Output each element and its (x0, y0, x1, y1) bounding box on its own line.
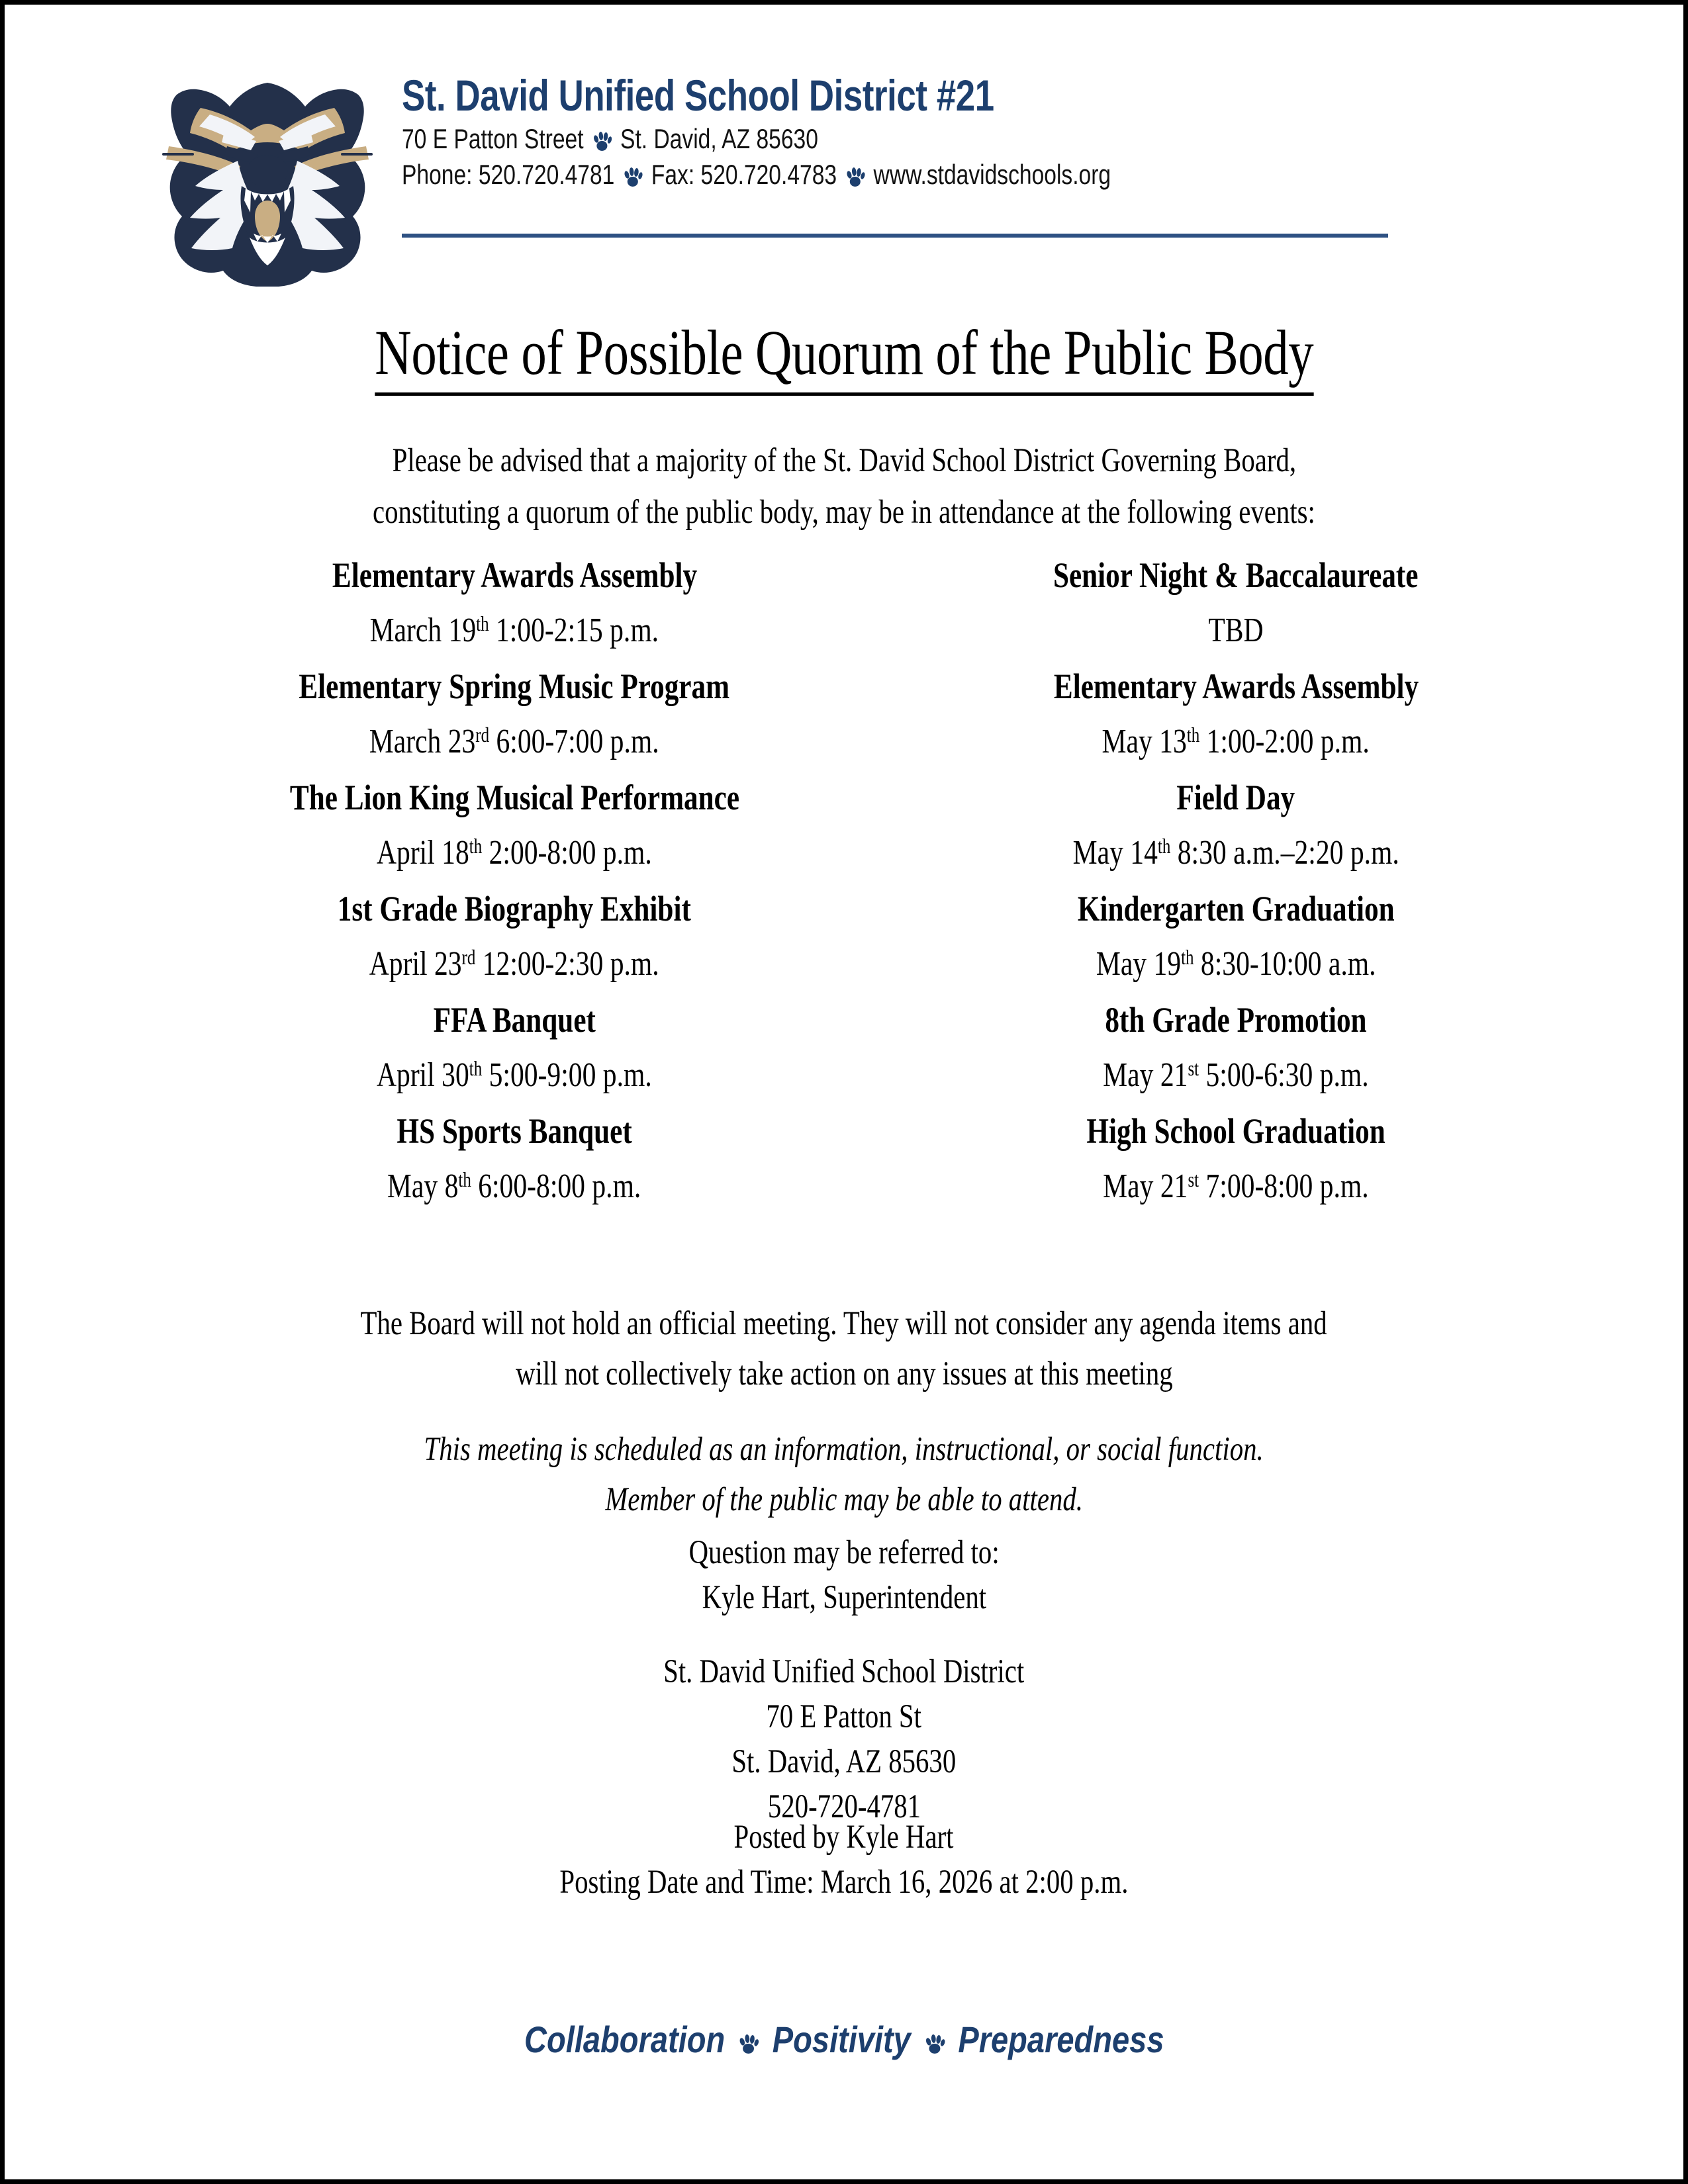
event-name: FFA Banquet (433, 1000, 596, 1040)
city-state-zip: St. David, AZ 85630 (620, 123, 818, 154)
letterhead-text (402, 69, 1454, 193)
intro-paragraph (5, 435, 1683, 538)
letterhead-address-line (402, 121, 1244, 157)
page-title (5, 316, 1683, 396)
event-name: HS Sports Banquet (397, 1111, 632, 1151)
letterhead (5, 69, 1683, 268)
meeting-type-line-1: This meeting is scheduled as an information, instructional, or social function. (424, 1431, 1264, 1468)
event-name: Elementary Awards Assembly (1053, 666, 1419, 706)
events-row (5, 881, 1683, 992)
contact-block (5, 1530, 1683, 1620)
contact-label: Question may be referred to: (688, 1534, 1000, 1571)
meeting-type-paragraph (5, 1424, 1683, 1525)
event-datetime: March 19th 1:00-2:15 p.m. (369, 612, 659, 649)
address-city-state-zip: St. David, AZ 85630 (731, 1743, 957, 1780)
event-name: Elementary Awards Assembly (332, 555, 697, 595)
events-row (5, 547, 1683, 659)
events-row (5, 992, 1683, 1103)
paw-print-icon (624, 167, 642, 187)
event-name: 1st Grade Biography Exhibit (337, 889, 692, 929)
district-motto (5, 2017, 1683, 2063)
event-datetime: March 23rd 6:00-7:00 p.m. (369, 723, 659, 760)
posting-datetime: Posting Date and Time: March 16, 2026 at 2:00 p.m. (559, 1864, 1129, 1901)
address-district: St. David Unified School District (663, 1653, 1025, 1690)
disclaimer-paragraph (5, 1298, 1683, 1399)
paw-print-icon (593, 131, 611, 151)
event-item (862, 770, 1610, 881)
disclaimer-line-2: will not collectively take action on any issues at this meeting (515, 1355, 1173, 1392)
letterhead-divider-rule (402, 234, 1388, 238)
disclaimer-line-1: The Board will not hold an official meeting. They will not consider any agenda items and (360, 1305, 1328, 1342)
event-name: Senior Night & Baccalaureate (1053, 555, 1419, 595)
event-item (862, 1103, 1610, 1214)
district-name: St. David Unified School District #21 (402, 71, 994, 120)
address-phone: 520-720-4781 (767, 1788, 921, 1825)
event-item (862, 881, 1610, 992)
event-datetime: May 13th 1:00-2:00 p.m. (1102, 723, 1370, 760)
letterhead-contact-line (402, 157, 1244, 193)
intro-line-1: Please be advised that a majority of the St. David School District Governing Board, (392, 442, 1296, 479)
events-list (5, 547, 1683, 1214)
paw-print-icon (739, 2034, 758, 2054)
event-name: Elementary Spring Music Program (299, 666, 730, 706)
events-row (5, 770, 1683, 881)
website-url[interactable]: www.stdavidschools.org (873, 159, 1111, 190)
tiger-head-mascot-logo-icon (158, 77, 377, 289)
motto-word-2: Positivity (772, 2019, 911, 2060)
event-item (167, 547, 862, 659)
event-item (167, 992, 862, 1103)
address-street: 70 E Patton St (766, 1698, 922, 1735)
address-block (5, 1649, 1683, 1829)
event-name: High School Graduation (1086, 1111, 1385, 1151)
page-sheet (5, 5, 1683, 2179)
event-item (167, 881, 862, 992)
event-item (167, 770, 862, 881)
event-datetime: May 21st 7:00-8:00 p.m. (1103, 1167, 1369, 1205)
event-name: Kindergarten Graduation (1077, 889, 1395, 929)
page-title-text: Notice of Possible Quorum of the Public Body (375, 316, 1313, 396)
event-datetime: May 8th 6:00-8:00 p.m. (387, 1167, 641, 1205)
event-name: The Lion King Musical Performance (289, 778, 739, 817)
posted-by: Posted by Kyle Hart (733, 1819, 955, 1856)
street-address: 70 E Patton Street (402, 123, 584, 154)
event-datetime: TBD (1208, 612, 1264, 649)
motto-text (524, 2017, 1164, 2063)
events-row (5, 1103, 1683, 1214)
event-name: Field Day (1176, 778, 1295, 817)
event-datetime: April 18th 2:00-8:00 p.m. (377, 834, 652, 872)
phone-number: Phone: 520.720.4781 (402, 159, 615, 190)
paw-print-icon (846, 167, 864, 187)
event-datetime: April 30th 5:00-9:00 p.m. (377, 1056, 652, 1094)
paw-print-icon (925, 2034, 944, 2054)
intro-line-2: constituting a quorum of the public body, may be in attendance at the following events: (373, 494, 1315, 531)
motto-word-1: Collaboration (524, 2019, 725, 2060)
event-item (862, 659, 1610, 770)
events-row (5, 659, 1683, 770)
event-datetime: May 21st 5:00-6:30 p.m. (1103, 1056, 1369, 1094)
event-datetime: April 23rd 12:00-2:30 p.m. (369, 945, 659, 983)
event-name: 8th Grade Promotion (1105, 1000, 1367, 1040)
event-datetime: May 14th 8:30 a.m.–2:20 p.m. (1072, 834, 1399, 872)
event-item (167, 659, 862, 770)
motto-word-3: Preparedness (958, 2019, 1164, 2060)
event-item (862, 547, 1610, 659)
event-item (167, 1103, 862, 1214)
contact-person: Kyle Hart, Superintendent (702, 1579, 986, 1616)
meeting-type-line-2: Member of the public may be able to attend. (605, 1481, 1083, 1518)
posting-block (5, 1815, 1683, 1905)
event-item (862, 992, 1610, 1103)
event-datetime: May 19th 8:30-10:00 a.m. (1096, 945, 1376, 983)
fax-number: Fax: 520.720.4783 (651, 159, 837, 190)
